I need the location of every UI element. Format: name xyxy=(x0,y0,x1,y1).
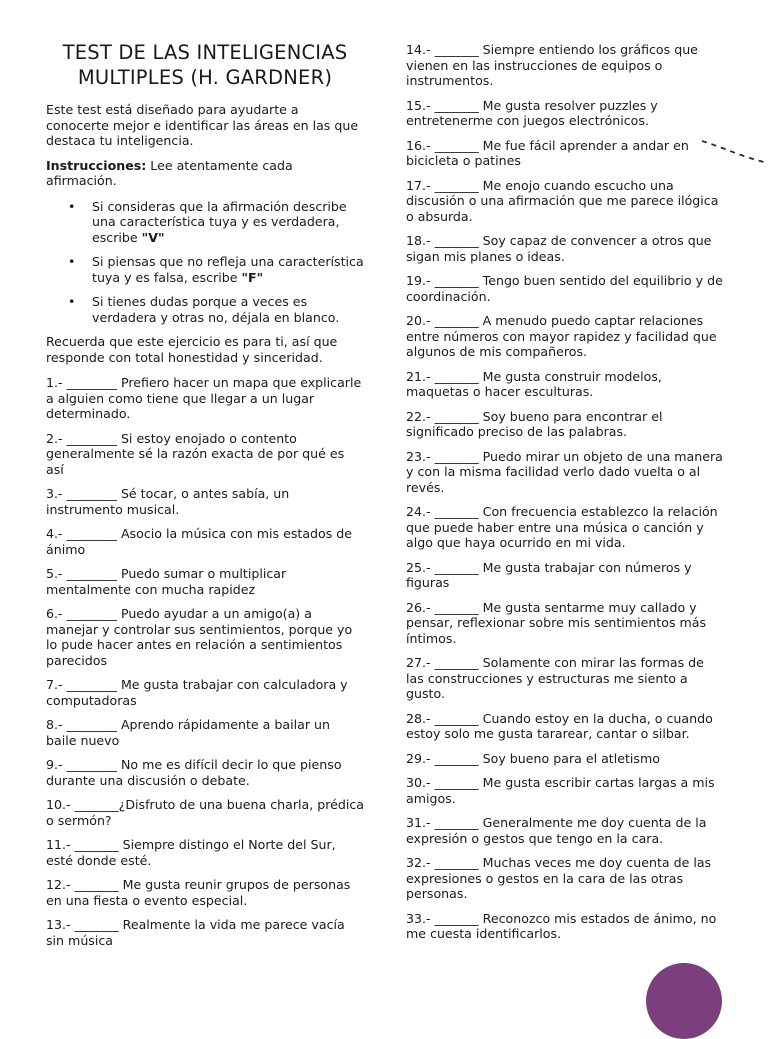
question-item: 30.- _______ Me gusta escribir cartas largas a mis amigos. xyxy=(406,775,715,806)
instructions-list xyxy=(46,199,364,326)
question-item: 27.- _______ Solamente con mirar las formas de las construcciones y estructuras me siento a gusto. xyxy=(406,655,704,701)
question-item: 6.- ________ Puedo ayudar a un amigo(a) a manejar y controlar sus sentimientos, porque yo lo pude hacer antes en relación a sentimientos parecidos xyxy=(46,606,353,668)
question-item: 29.- _______ Soy bueno para el atletismo xyxy=(406,750,660,766)
bullet-2-text: Si piensas que no refleja una característica tuya y es falsa, escribe xyxy=(92,254,364,285)
title-line-2: MULTIPLES (H. GARDNER) xyxy=(77,66,333,89)
left-column xyxy=(46,0,364,957)
bullet-3-text: Si tienes dudas porque a veces es verdadera y otras no, déjala en blanco. xyxy=(92,294,340,325)
question-item: 18.- _______ Soy capaz de convencer a otros que sigan mis planes o ideas. xyxy=(406,233,712,264)
instructions-paragraph xyxy=(46,158,364,189)
question-item: 1.- ________ Prefiero hacer un mapa que explicarle a alguien como tiene que llegar a un lugar determinado. xyxy=(46,375,362,421)
question-item: 7.- ________ Me gusta trabajar con calculadora y computadoras xyxy=(46,677,348,708)
question-item: 15.- _______ Me gusta resolver puzzles y entretenerme con juegos electrónicos. xyxy=(406,97,658,128)
question-item: 13.- _______ Realmente la vida me parece vacía sin música xyxy=(46,917,345,948)
questions-left xyxy=(46,375,364,948)
title-line-1: TEST DE LAS INTELIGENCIAS xyxy=(62,41,348,64)
question-item: 2.- ________ Si estoy enojado o contento generalmente sé la razón exacta de por qué es así xyxy=(46,430,345,477)
question-item: 33.- _______ Reconozco mis estados de ánimo, no me cuesta identificarlos. xyxy=(406,910,717,941)
question-item: 4.- ________ Asocio la música con mis estados de ánimo xyxy=(46,526,353,557)
page-title xyxy=(46,40,364,90)
bullet-1-code: "V" xyxy=(141,229,165,245)
instructions-text: Lee atentamente cada afirmación. xyxy=(46,157,293,188)
question-item: 20.- _______ A menudo puedo captar relaciones entre números con mayor rapidez y facilidad que algunos de mis compañeros. xyxy=(406,313,717,359)
question-item: 23.- _______ Puedo mirar un objeto de una manera y con la misma facilidad verlo dado vuelta o al revés. xyxy=(406,448,723,495)
question-item: 31.- _______ Generalmente me doy cuenta de la expresión o gestos que tengo en la cara. xyxy=(406,815,707,846)
question-item: 9.- ________ No me es difícil decir lo que pienso durante una discusión o debate. xyxy=(46,757,342,788)
intro-paragraph: Este test está diseñado para ayudarte a conocerte mejor e identificar las áreas en las que destaca tu inteligencia. xyxy=(46,102,359,148)
question-item: 28.- _______ Cuando estoy en la ducha, o cuando estoy solo me gusta tararear, cantar o silbar. xyxy=(406,710,713,741)
question-item: 26.- _______ Me gusta sentarme muy callado y pensar, reflexionar sobre mis sentimientos más íntimos. xyxy=(406,599,707,646)
right-column xyxy=(406,0,724,951)
question-item: 22.- _______ Soy bueno para encontrar el significado preciso de las palabras. xyxy=(406,408,663,439)
question-item: 8.- ________ Aprendo rápidamente a bailar un baile nuevo xyxy=(46,717,330,748)
bullet-1-text: Si consideras que la afirmación describe una característica tuya y es verdadera, escribe xyxy=(92,198,347,245)
question-item: 10.- _______¿Disfruto de una buena charla, prédica o sermón? xyxy=(46,797,364,828)
question-item: 24.- _______ Con frecuencia establezco la relación que puede haber entre una música o canción y algo que haya ocurrido en mi vida. xyxy=(406,504,718,550)
decorative-purple-circle xyxy=(646,963,722,1039)
question-item: 16.- _______ Me fue fácil aprender a andar en bicicleta o patines xyxy=(406,137,689,168)
reminder-paragraph: Recuerda que este ejercicio es para ti, así que responde con total honestidad y sinceridad. xyxy=(46,334,338,365)
instruction-bullet-doubt xyxy=(92,294,364,325)
question-item: 11.- _______ Siempre distingo el Norte del Sur, esté donde esté. xyxy=(46,837,336,868)
questions-right xyxy=(406,42,724,942)
question-item: 5.- ________ Puedo sumar o multiplicar mentalmente con mucha rapidez xyxy=(46,566,287,597)
instruction-bullet-true xyxy=(92,199,364,246)
instructions-label: Instrucciones: xyxy=(46,157,147,173)
question-item: 32.- _______ Muchas veces me doy cuenta de las expresiones o gestos en la cara de las otras personas. xyxy=(406,855,712,901)
question-item: 3.- ________ Sé tocar, o antes sabía, un instrumento musical. xyxy=(46,486,290,517)
question-item: 21.- _______ Me gusta construir modelos, maquetas o hacer esculturas. xyxy=(406,368,662,399)
bullet-2-code: "F" xyxy=(241,269,264,285)
question-item: 25.- _______ Me gusta trabajar con números y figuras xyxy=(406,559,692,590)
question-item: 14.- _______ Siempre entiendo los gráficos que vienen en las instrucciones de equipos o instrumentos. xyxy=(406,42,698,88)
instruction-bullet-false xyxy=(92,254,364,285)
decorative-dashed-curve xyxy=(700,137,768,167)
question-item: 17.- _______ Me enojo cuando escucho una discusión o una afirmación que me parece ilógica o absurda. xyxy=(406,177,719,224)
question-item: 19.- _______ Tengo buen sentido del equilibrio y de coordinación. xyxy=(406,273,723,304)
question-item: 12.- _______ Me gusta reunir grupos de personas en una fiesta o evento especial. xyxy=(46,877,351,908)
